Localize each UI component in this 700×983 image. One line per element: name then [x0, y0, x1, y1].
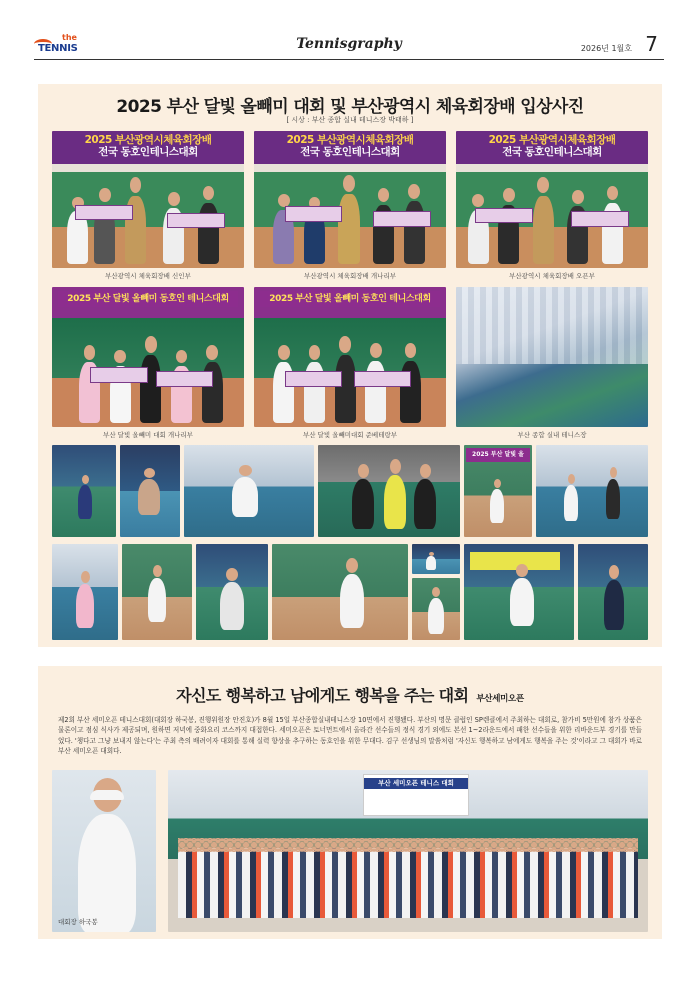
- masthead-title: Tennisgraphy: [296, 36, 402, 52]
- article-body: 제2회 부산 세미오픈 테니스대회(대회장 하국봉, 진행위원장 안진호)가 8월 15일 부산종합실내테니스장 10면에서 진행됐다. 부산의 명문 클럽인 SP렌클에서 주최하는 대회로, 참가비 5만원에 참가 상품은 물론이고 점심 식사가 제공되며, 원하면 저녁에 중화요리 코스까지 대접한다. 세미오픈은 토너먼트에서 올라간 선수들의 정식 경기 외에도 본선 1~2라운드에서 패한 선수들을 위한 리바운드부 경기를 만들었다. '챙다고 그냥 보내지 않는다'는 주최 측의 배려이자 대회를 통해 실력 향상을 추구하는 동호인을 위한 무대다. 김구 선생님의 말씀처럼 '자신도 행복하고 남에게도 행복을 주는 것'이라고 그 대회가 바로 부산 세미오픈 대회다.: [58, 716, 642, 756]
- award-photo-2: [254, 131, 446, 268]
- indoor-court-photo: [456, 287, 648, 427]
- photo-banner: [56, 134, 240, 158]
- banner-line2: 전국 동호인테니스대회: [300, 146, 400, 158]
- photo-caption: 부산광역시 체육회장배 오픈부: [509, 272, 595, 280]
- prize-board: [373, 211, 431, 226]
- prize-board: [75, 205, 133, 220]
- page-header: [34, 30, 664, 60]
- portrait-caption: 대회장 하국봉: [58, 918, 98, 926]
- winners-group: [254, 336, 446, 423]
- person-figure: [78, 814, 136, 932]
- winners-group: [52, 179, 244, 264]
- logo-main-text: TENNIS: [38, 43, 78, 54]
- cap-icon: [90, 790, 124, 800]
- player-photo: [196, 544, 268, 640]
- section1-subtitle: [ 시상 : 부산 종합 실내 테니스장 박태하 ]: [286, 116, 414, 124]
- semi-open-article: [38, 666, 662, 939]
- banner-line1: 2025 부산광역시체육회장배: [286, 134, 414, 146]
- logo-small-text: the: [62, 33, 77, 42]
- prize-board: [285, 206, 343, 221]
- participants-crowd: [178, 848, 638, 918]
- prize-board: [571, 211, 629, 226]
- player-photo: [122, 544, 192, 640]
- player-photo: [184, 445, 314, 537]
- prize-board: [90, 367, 148, 383]
- group-photo: [168, 770, 648, 932]
- winners-group: [254, 179, 446, 264]
- photo-caption: 부산 종합 실내 테니스장: [517, 431, 587, 439]
- prize-board: [167, 213, 225, 228]
- issue-date: 2026년 1월호: [580, 44, 632, 53]
- banner-line2: 전국 동호인테니스대회: [502, 146, 602, 158]
- small-banner: 2025 부산 달빛 올: [466, 448, 530, 462]
- photo-banner: [258, 134, 442, 158]
- player-photo: [536, 445, 648, 537]
- article-title-tag: 부산세미오픈: [476, 694, 524, 704]
- award-photo-1: [52, 131, 244, 268]
- player-photo: [120, 445, 180, 537]
- prize-board: [156, 371, 214, 387]
- winners-group: [52, 336, 244, 423]
- photo-caption: 부산광역시 체육회장배 신인부: [105, 272, 191, 280]
- prize-board: [475, 208, 533, 223]
- article-title-text: 자신도 행복하고 남에게도 행복을 주는 대회: [176, 686, 469, 705]
- award-photo-5: [254, 287, 446, 427]
- section1-title: 2025 부산 달빛 올빼미 대회 및 부산광역시 체육회장배 입상사진: [116, 97, 584, 117]
- player-photo: [318, 445, 460, 537]
- banner-line1: 2025 부산광역시체육회장배: [84, 134, 212, 146]
- player-photo: [412, 544, 460, 574]
- event-signboard: [363, 774, 469, 816]
- chairman-portrait-photo: [52, 770, 156, 932]
- player-photo: [272, 544, 408, 640]
- banner-text: 2025 부산 달빛 올빼미 동호인 테니스대회: [269, 294, 431, 304]
- award-photo-4: [52, 287, 244, 427]
- award-photo-3: [456, 131, 648, 268]
- player-photo: [578, 544, 648, 640]
- banner-line1: 2025 부산광역시체육회장배: [488, 134, 616, 146]
- award-photos-section: [38, 84, 662, 647]
- signboard-text: [364, 778, 468, 789]
- player-photo: [52, 445, 116, 537]
- photo-caption: 부산광역시 체육회장배 개나리부: [303, 272, 397, 280]
- page-number: 7: [645, 32, 658, 56]
- signboard-label: 부산 세미오픈 테니스 대회: [378, 779, 454, 787]
- player-photo: [464, 445, 532, 537]
- prize-board: [354, 371, 412, 387]
- photo-caption: 부산 달빛 올빼미대회 준베테랑부: [302, 431, 398, 439]
- banner-text: 2025 부산 달빛 올빼미 동호인 테니스대회: [67, 294, 229, 304]
- player-photo: [464, 544, 574, 640]
- prize-board: [285, 371, 343, 387]
- winners-group: [456, 179, 648, 264]
- photo-caption: 부산 달빛 올빼미 대회 개나리부: [103, 431, 193, 439]
- photo-banner: [58, 291, 238, 307]
- player-photo: [52, 544, 118, 640]
- photo-banner: [460, 134, 644, 158]
- photo-banner: [260, 291, 440, 307]
- banner-line2: 전국 동호인테니스대회: [98, 146, 198, 158]
- article-title: [38, 683, 662, 706]
- player-photo: [412, 578, 460, 640]
